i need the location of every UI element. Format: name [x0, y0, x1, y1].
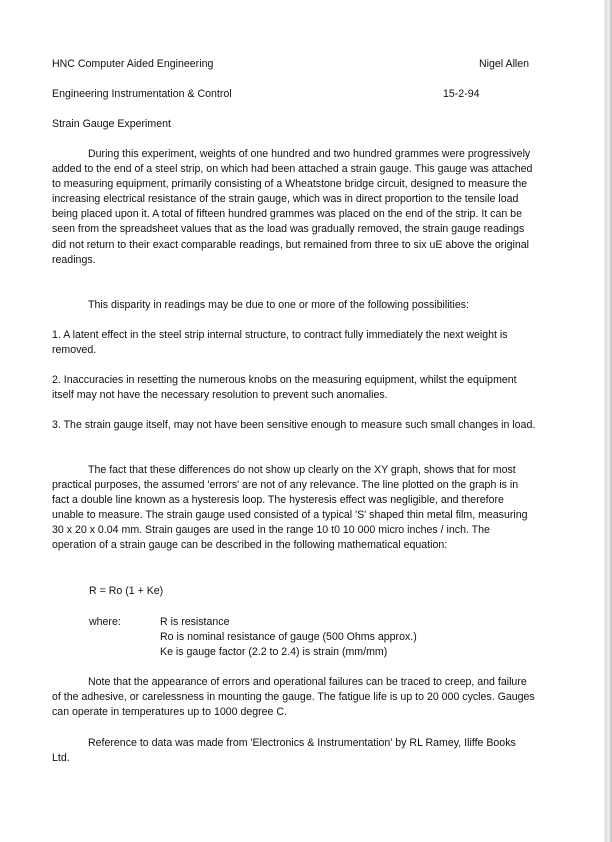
intro-paragraph: During this experiment, weights of one hundred and two hundred grammes were progressively added to the end of a steel strip, on which had been attached a strain gauge. This gauge was attached to measuring equipment, primarily consisting of a Wheatstone bridge circuit, designed to measure the increasing electrical resistance of the strain gauge, which was in direct proportion to the tensile load being placed upon it. A total of fifteen hundred grammes was placed on the end of the strip. It can be seen from the spreadsheet values that as the load was gradually removed, the strain gauge readings did not return to their exact comparable readings, but remained from three to six uE above the original readings. [52, 148, 533, 266]
definition-ke: Ke is gauge factor (2.2 to 2.4) is strain (mm/mm) [160, 646, 388, 658]
note-paragraph: Note that the appearance of errors and operational failures can be traced to creep, and failure of the adhesive, or carelessness in mounting the gauge. The fatigue life is up to 20 000 cycles. Gauges can operate in temperatures up to 1000 degree C. [52, 676, 535, 719]
definition-r: R is resistance [160, 616, 230, 628]
possibility-1: 1. A latent effect in the steel strip internal structure, to contract fully immediately the next weight is removed. [52, 329, 508, 357]
discussion-paragraph: The fact that these differences do not show up clearly on the XY graph, shows that for most practical purposes, the assumed 'errors' are not of any relevance. The line plotted on the graph is in fact a double line known as a hysteresis loop. The hysteresis effect was negligible, and therefore unable to measure. The strain gauge used consisted of a typical 'S' shaped thin metal film, measuring 30 x 20 x 0.04 mm. Strain gauges are used in the range 10 t0 10 000 micro inches / inch. The operation of a strain gauge can be described in the following mathematical equation: [52, 464, 528, 552]
possibility-2: 2. Inaccuracies in resetting the numerous knobs on the measuring equipment, whilst the equipment itself may not have the necessary resolution to prevent such anomalies. [52, 374, 517, 402]
author-name: Nigel Allen [479, 58, 530, 70]
disparity-paragraph: This disparity in readings may be due to one or more of the following possibilities: [88, 299, 469, 311]
document-date: 15-2-94 [443, 88, 480, 100]
scanned-page-edge [603, 0, 612, 842]
where-label: where: [89, 616, 121, 628]
strain-equation: R = Ro (1 + Ke) [89, 585, 164, 597]
reference-paragraph: Reference to data was made from 'Electronics & Instrumentation' by RL Ramey, Iliffe Books Ltd. [52, 737, 516, 765]
possibility-3: 3. The strain gauge itself, may not have been sensitive enough to measure such small changes in load. [52, 419, 536, 431]
document-title: Strain Gauge Experiment [52, 118, 171, 130]
course-title: HNC Computer Aided Engineering [52, 58, 214, 70]
module-title: Engineering Instrumentation & Control [52, 88, 232, 100]
definition-ro: Ro is nominal resistance of gauge (500 Ohms approx.) [160, 631, 417, 643]
